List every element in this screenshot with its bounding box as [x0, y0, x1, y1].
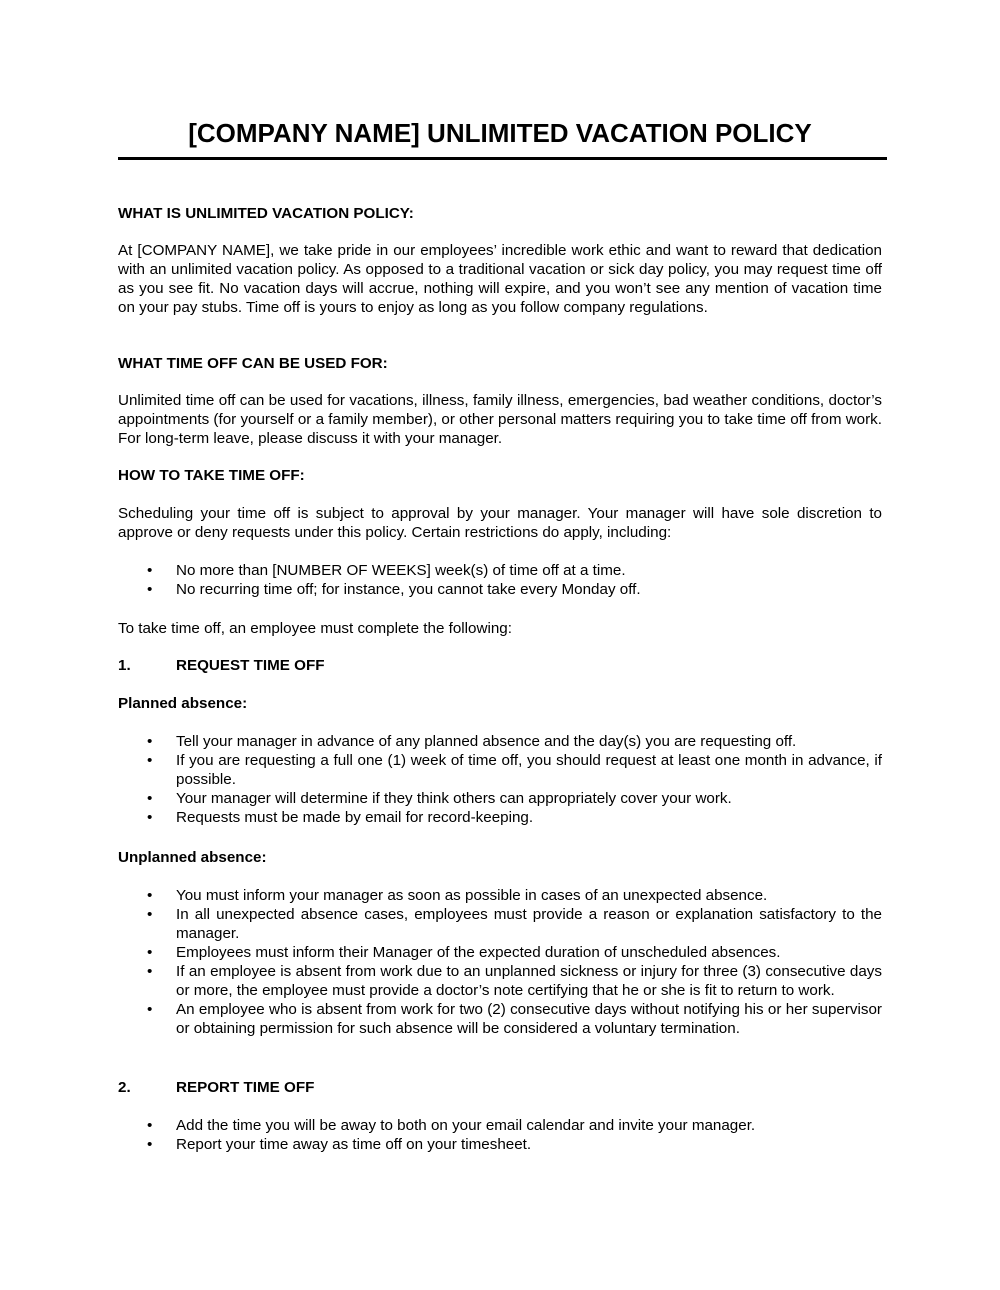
bullet-icon: •: [147, 944, 153, 961]
paragraph-what-is: At [COMPANY NAME], we take pride in our employees’ incredible work ethic and want to reward that dedication with an unlimited vacation policy. As opposed to a traditional vacation or sick day policy, you may request time off as you see fit. No vacation days will accrue, nothing will expire, and you won’t see any mention of vacation time on your pay stubs. Time off is yours to enjoy as long as you follow company regulations.: [118, 242, 882, 316]
list-item: • No more than [NUMBER OF WEEKS] week(s) of time off at a time.: [147, 562, 626, 579]
list-item: • You must inform your manager as soon as possible in cases of an unexpected absence.: [147, 887, 768, 904]
planned-list: [118, 732, 882, 827]
list-item: • If you are requesting a full one (1) week of time off, you should request at least one month in advance, if possible.: [147, 752, 882, 788]
list-item: • Employees must inform their Manager of the expected duration of unscheduled absences.: [147, 944, 781, 961]
bullet-icon: •: [147, 906, 153, 923]
bullet-icon: •: [147, 887, 153, 904]
bullet-icon: •: [147, 1001, 153, 1018]
list-item: • No recurring time off; for instance, you cannot take every Monday off.: [147, 581, 641, 598]
section-heading-how-to: HOW TO TAKE TIME OFF:: [118, 467, 305, 484]
subheading-unplanned: Unplanned absence:: [118, 849, 267, 866]
list-item: • Tell your manager in advance of any planned absence and the day(s) you are requesting off.: [147, 733, 797, 750]
bullet-icon: •: [147, 733, 153, 750]
list-item: • An employee who is absent from work for two (2) consecutive days without notifying his or her supervisor or obtaining permission for such absence will be considered a voluntary termination.: [147, 1001, 882, 1037]
document-title: [COMPANY NAME] UNLIMITED VACATION POLICY: [188, 118, 812, 148]
bullet-icon: •: [147, 790, 153, 807]
bullet-icon: •: [147, 752, 153, 769]
paragraph-used-for: Unlimited time off can be used for vacations, illness, family illness, emergencies, bad weather conditions, doctor’s appointments (for yourself or a family member), or other personal matters requiring you to take time off from work. For long-term leave, please discuss it with your manager.: [118, 392, 882, 447]
bullet-icon: •: [147, 581, 153, 598]
section-heading-used-for: WHAT TIME OFF CAN BE USED FOR:: [118, 355, 388, 372]
list-item: • In all unexpected absence cases, employees must provide a reason or explanation satisfactory to the manager.: [147, 906, 882, 942]
restrictions-list: [118, 561, 882, 599]
paragraph-how-to: Scheduling your time off is subject to approval by your manager. Your manager will have sole discretion to approve or deny requests under this policy. Certain restrictions do apply, including:: [118, 505, 882, 541]
step-heading-request: 1. REQUEST TIME OFF: [118, 657, 325, 674]
paragraph-intro: To take time off, an employee must complete the following:: [118, 620, 512, 637]
bullet-icon: •: [147, 1117, 153, 1134]
step-number: 2.: [118, 1079, 131, 1096]
report-list: [118, 1116, 882, 1154]
bullet-icon: •: [147, 562, 153, 579]
unplanned-list: [118, 886, 882, 1038]
bullet-icon: •: [147, 963, 153, 980]
list-item: • If an employee is absent from work due to an unplanned sickness or injury for three (3) consecutive days or more, the employee must provide a doctor’s note certifying that he or she is fit to return to work.: [147, 963, 882, 999]
subheading-planned: Planned absence:: [118, 695, 248, 712]
bullet-icon: •: [147, 809, 153, 826]
bullet-icon: •: [147, 1136, 153, 1153]
title-divider: [118, 157, 887, 160]
step-number: 1.: [118, 657, 131, 674]
list-item: • Requests must be made by email for record-keeping.: [147, 809, 534, 826]
section-heading-what-is: WHAT IS UNLIMITED VACATION POLICY:: [118, 205, 414, 222]
list-item: • Your manager will determine if they think others can appropriately cover your work.: [147, 790, 732, 807]
list-item: • Add the time you will be away to both on your email calendar and invite your manager.: [147, 1117, 756, 1134]
list-item: • Report your time away as time off on your timesheet.: [147, 1136, 532, 1153]
step-heading-report: 2. REPORT TIME OFF: [118, 1079, 315, 1096]
